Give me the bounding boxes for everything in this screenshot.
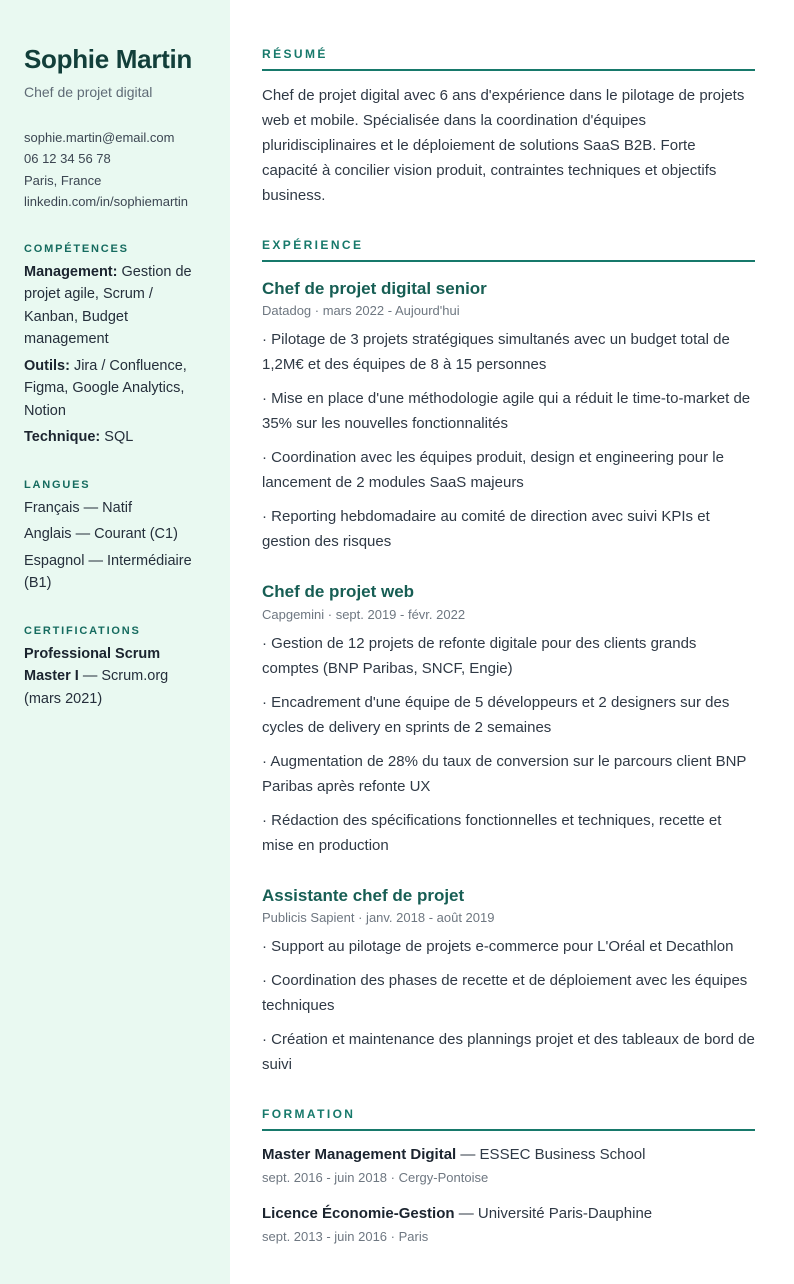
job-bullet: · Mise en place d'une méthodologie agile qui a réduit le time-to-market de 35% sur les nouvelles fonctionnalités [262, 390, 751, 433]
job-bullet: · Coordination avec les équipes produit, design et engineering pour le lancement de 2 modules SaaS majeurs [262, 449, 724, 492]
formation-entries [262, 1145, 755, 1245]
competence-label: Outils: [24, 357, 70, 374]
job-title: Chef de projet digital senior [262, 279, 487, 298]
education-degree-line: Master Management Digital — ESSEC Business School [262, 1145, 646, 1163]
section-experience [262, 238, 755, 1077]
formation-heading: FORMATION [262, 1107, 755, 1131]
job-title: Chef de projet web [262, 582, 415, 602]
certification-item: Professional Scrum Master I — Scrum.org (mars 2021) [24, 645, 169, 707]
education-meta: sept. 2016 - juin 2018 · Cergy-Pontoise [262, 1170, 489, 1185]
competence-label: Management: [24, 263, 118, 280]
contact-item: sophie.martin@email.com [24, 129, 175, 145]
person-name: Sophie Martin [24, 44, 192, 74]
job-bullet: · Création et maintenance des plannings projet et des tableaux de bord de suivi [262, 1030, 755, 1073]
langues-heading: LANGUES [24, 478, 91, 491]
section-resume [262, 47, 755, 208]
contact-item: linkedin.com/in/sophiemartin [24, 194, 189, 210]
job-bullet: · Augmentation de 28% du taux de conversion sur le parcours client BNP Paribas après refonte UX [262, 752, 747, 795]
job-meta: Capgemini · sept. 2019 - févr. 2022 [262, 606, 466, 622]
job-bullet: · Pilotage de 3 projets stratégiques simultanés avec un budget total de 1,2M€ et des équipes de 8 à 15 personnes [262, 331, 730, 374]
section-formation [262, 1107, 755, 1245]
competence-item: Technique: SQL [24, 429, 134, 446]
education-degree: Master Management Digital [262, 1145, 457, 1163]
contact-item: 06 12 34 56 78 [24, 151, 111, 167]
certification-label: Professional Scrum Master I [24, 645, 161, 685]
job-meta: Datadog · mars 2022 - Aujourd'hui [262, 303, 460, 319]
contact-list [24, 127, 206, 213]
education-entry [262, 1145, 755, 1185]
certifications-heading: CERTIFICATIONS [24, 624, 141, 637]
education-entry [262, 1204, 755, 1244]
job-title: Assistante chef de projet [262, 885, 465, 905]
contact-item: Paris, France [24, 172, 102, 188]
langues-list [24, 497, 206, 595]
resume-text: Chef de projet digital avec 6 ans d'expérience dans le pilotage de projets web et mobile. Spécialisée dans la coordination d'équipes pluridisciplinaires et le déploiement de solutions SaaS B2B. Forte capacité à concilier vision produit, contraintes techniques et objectifs business. [262, 87, 745, 204]
language-item: Espagnol — Intermédiaire (B1) [24, 552, 192, 592]
main-column [230, 0, 794, 1284]
education-meta: sept. 2013 - juin 2016 · Paris [262, 1229, 429, 1245]
competences-list [24, 261, 206, 449]
job-meta: Publicis Sapient · janv. 2018 - août 2019 [262, 909, 495, 925]
experience-entry [262, 278, 755, 554]
job-bullet: · Gestion de 12 projets de refonte digitale pour des clients grands comptes (BNP Paribas, SNCF, Engie) [262, 634, 697, 677]
job-bullet: · Encadrement d'une équipe de 5 développeurs et 2 designers sur des cycles de delivery en sprints de 2 semaines [262, 693, 730, 736]
education-degree: Licence Économie-Gestion [262, 1205, 455, 1222]
competences-heading: COMPÉTENCES [24, 242, 129, 255]
experience-heading: EXPÉRIENCE [262, 238, 755, 262]
person-title: Chef de projet digital [24, 83, 153, 100]
competence-item: Management: Gestion de projet agile, Scrum / Kanban, Budget management [24, 263, 192, 348]
language-item: Français — Natif [24, 499, 132, 516]
education-degree-line: Licence Économie-Gestion — Université Paris-Dauphine [262, 1205, 653, 1222]
job-bullet: · Rédaction des spécifications fonctionnelles et techniques, recette et mise en production [262, 811, 722, 854]
certifications-list [24, 643, 206, 711]
resume-heading: RÉSUMÉ [262, 47, 755, 71]
job-bullet: · Coordination des phases de recette et de déploiement avec les équipes techniques [262, 971, 748, 1014]
competence-label: Technique: [24, 429, 101, 446]
language-item: Anglais — Courant (C1) [24, 526, 178, 543]
job-bullet: · Support au pilotage de projets e-commerce pour L'Oréal et Decathlon [262, 937, 734, 955]
sidebar [0, 0, 230, 1284]
experience-entry [262, 581, 755, 857]
experience-entries [262, 278, 755, 1077]
experience-entry [262, 885, 755, 1077]
job-bullet: · Reporting hebdomadaire au comité de direction avec suivi KPIs et gestion des risques [262, 508, 710, 551]
competence-item: Outils: Jira / Confluence, Figma, Google Analytics, Notion [24, 357, 187, 419]
